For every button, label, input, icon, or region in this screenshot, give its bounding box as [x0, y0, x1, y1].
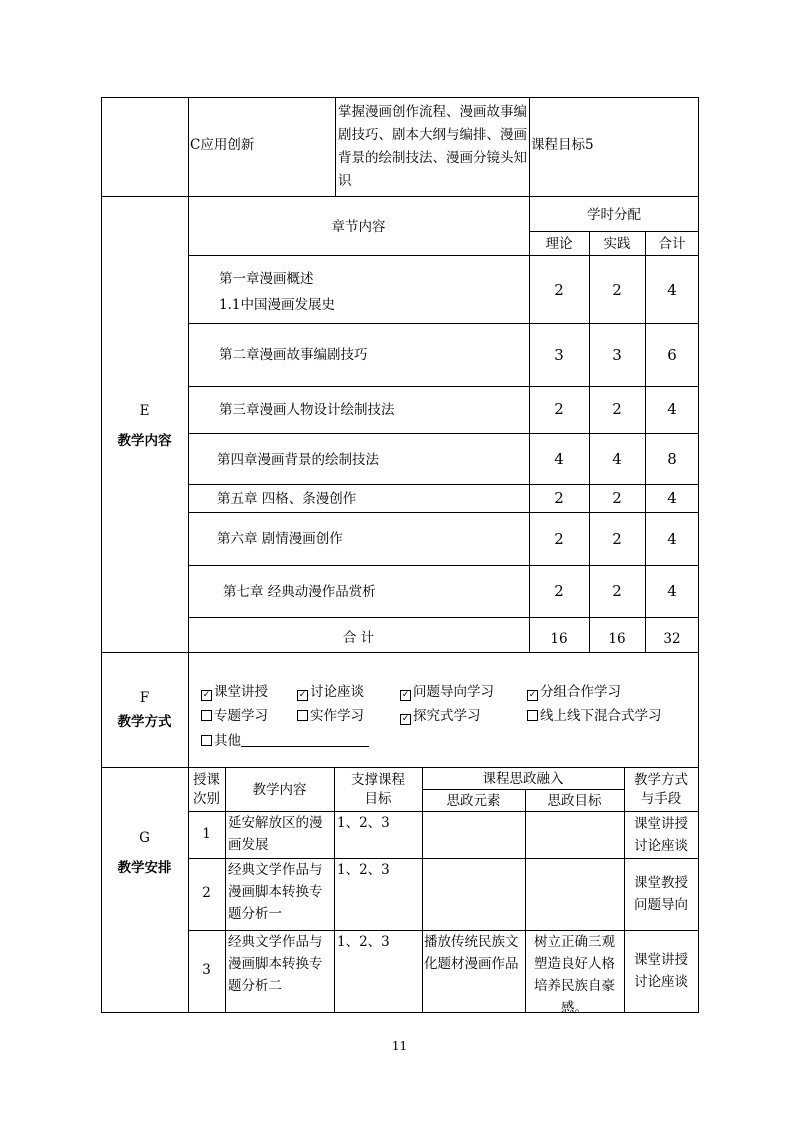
- ideology-target: 树立正确三观 塑造良好人格 培养民族自豪 感。: [534, 934, 615, 1016]
- header-total: 合计: [658, 236, 686, 252]
- header-theory: 理论: [545, 236, 573, 252]
- header-chapter-content: 章节内容: [331, 219, 386, 235]
- header-goal: 支撑课程 目标: [351, 772, 405, 807]
- other-blank-line: [241, 732, 369, 747]
- page-number: 11: [391, 1039, 408, 1053]
- method-option-label: 讨论座谈: [310, 684, 364, 700]
- method-option[interactable]: [201, 732, 369, 749]
- method-option[interactable]: [527, 708, 662, 724]
- method-option[interactable]: [400, 684, 494, 701]
- section-e-title: 教学内容: [117, 433, 172, 449]
- header-practice: 实践: [603, 236, 631, 252]
- header-session: 授课 次别: [193, 772, 220, 807]
- section-f-title: 教学方式: [117, 714, 172, 730]
- checked-box-icon[interactable]: ✓: [401, 690, 410, 700]
- session-number: 3: [202, 962, 211, 978]
- checked-box-icon[interactable]: ✓: [298, 690, 307, 700]
- method-option[interactable]: [201, 684, 268, 701]
- method-option-label: 线上线下混合式学习: [540, 708, 662, 724]
- section-c-goal: 课程目标5: [531, 137, 594, 153]
- session-method: 课堂讲授 讨论座谈: [634, 815, 688, 854]
- checked-box-icon[interactable]: ✓: [528, 690, 537, 700]
- session-goal: 1、2、3: [337, 815, 390, 831]
- method-option-label: 专题学习: [214, 708, 268, 724]
- method-option-label: 分组合作学习: [540, 684, 621, 700]
- session-content: 延安解放区的漫 画发展: [228, 815, 323, 853]
- session-goal: 1、2、3: [337, 862, 390, 878]
- session-content: 经典文学作品与 漫画脚本转换专 题分析二: [228, 934, 323, 994]
- method-option[interactable]: [297, 708, 364, 724]
- method-option[interactable]: [201, 708, 268, 724]
- method-option-label: 问题导向学习: [413, 684, 494, 700]
- header-hours: 学时分配: [587, 207, 641, 223]
- section-c-label: C应用创新: [190, 137, 255, 153]
- section-f-letter: F: [139, 690, 150, 706]
- document-page: C应用创新 掌握漫画创作流程、漫画故事编 剧技巧、剧本大纲与编排、漫画 背景的绘制技法、漫画分镜头知 识 课程目标5 E 教学内容 章节内容 学时分配 理论 实践 合计 第一章漫画概述 1.1中国漫画发展史 2 2 4 第二章漫画故事编剧技巧 3 3 6 第三章漫画人物设计绘制技法 2 2 4 第四章漫画背景的绘制技法 4 4 8 第五章 四格、条漫创作 2 2 4 第六章 剧情漫画创作 2 2 4 第七章 经典动漫作品赏析 2 2 4 合 计 16 16 32 F 教学方式 ✓ 课堂讲授 ✓ 讨论座谈 ✓ 问题导向学习 ✓ 分组合作学习 专题学习 实作学习 ✓ 探究式学习 线上线下混合式学习 其他 G 教学安排 授课 次别 教学内容 支撑课程 目标 课程思政融入 思政元素 思政目标 教学方式 与手段 1 延安解放区的漫 画发展 1、2、3 课堂讲授 讨论座谈 2 经典文学作品与 漫画脚本转换专 题分析一 1、2、3 课堂教授 问题导向 3 经典文学作品与 漫画脚本转换专 题分析二 1、2、3 播放传统民族文 化题材漫画作品 树立正确三观 塑造良好人格 培养民族自豪 感。 课堂讲授 讨论座谈 11: [0, 0, 799, 1131]
- method-option[interactable]: [297, 684, 364, 701]
- session-goal: 1、2、3: [337, 934, 390, 950]
- method-option-label: 实作学习: [310, 708, 364, 724]
- method-option-label: 探究式学习: [413, 708, 481, 724]
- unchecked-box-icon[interactable]: [201, 735, 212, 746]
- header-content: 教学内容: [252, 782, 307, 798]
- ideology-element: 播放传统民族文 化题材漫画作品: [424, 934, 519, 972]
- method-option-label: 其他: [214, 733, 241, 749]
- method-option[interactable]: [400, 708, 481, 725]
- header-ideology: 课程思政融入: [482, 771, 564, 787]
- session-number: 1: [202, 825, 211, 842]
- section-g-letter: G: [139, 830, 150, 846]
- header-target: 思政目标: [547, 793, 602, 809]
- section-e-letter: E: [139, 403, 150, 419]
- session-method: 课堂教授 问题导向: [634, 875, 688, 913]
- session-number: 2: [202, 885, 211, 901]
- unchecked-box-icon[interactable]: [527, 710, 538, 721]
- section-g-title: 教学安排: [117, 860, 172, 876]
- header-element: 思政元素: [446, 793, 501, 809]
- header-method: 教学方式 与手段: [634, 772, 688, 807]
- checked-box-icon[interactable]: ✓: [401, 714, 410, 724]
- method-option-label: 课堂讲授: [214, 684, 268, 700]
- unchecked-box-icon[interactable]: [201, 710, 212, 721]
- session-method: 课堂讲授 讨论座谈: [634, 952, 688, 990]
- unchecked-box-icon[interactable]: [297, 710, 308, 721]
- session-content: 经典文学作品与 漫画脚本转换专 题分析一: [228, 862, 323, 922]
- method-option[interactable]: [527, 684, 621, 701]
- checked-box-icon[interactable]: ✓: [202, 690, 211, 700]
